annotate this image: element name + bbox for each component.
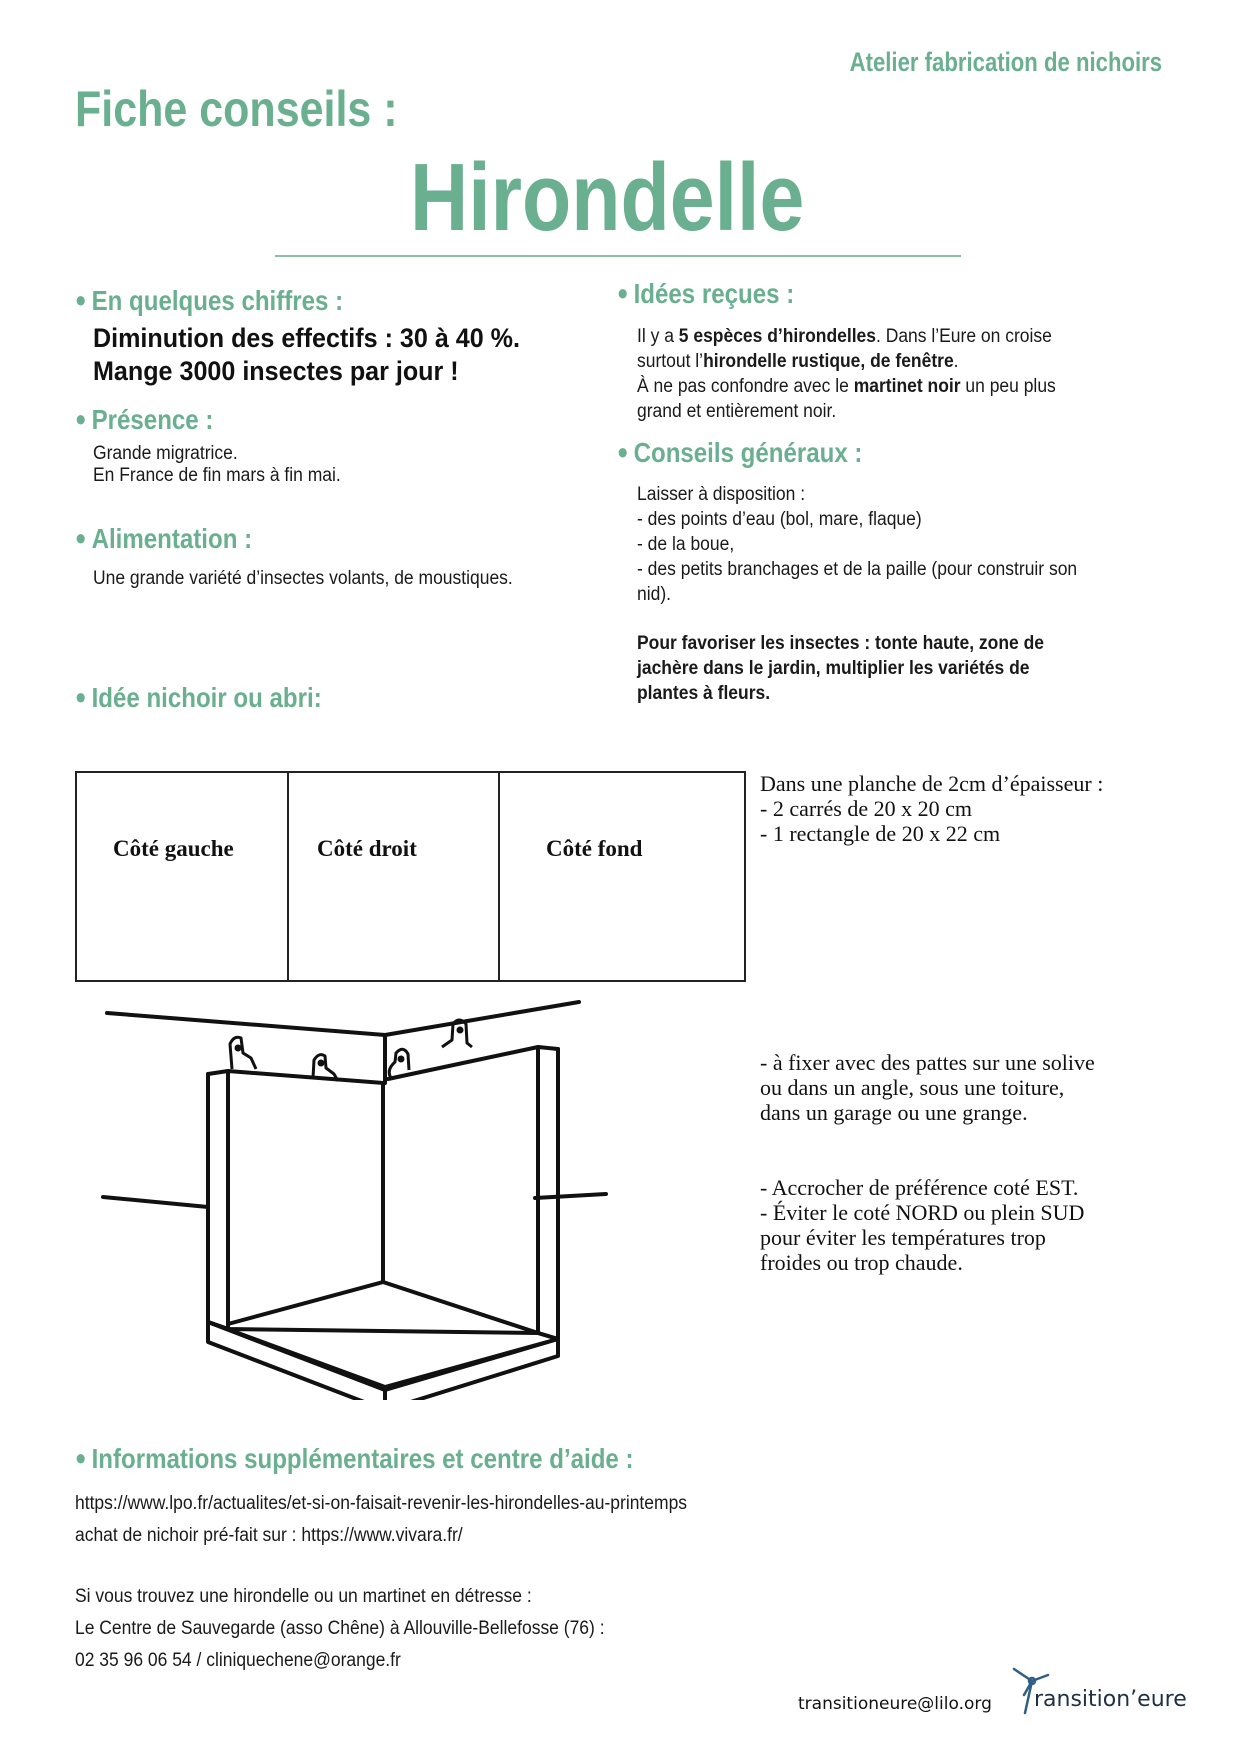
info-links <box>75 1488 687 1552</box>
footer-email[interactable]: transitioneure@lilo.org <box>798 1694 992 1714</box>
orientation-notes <box>760 1175 1084 1275</box>
section-heading-advice <box>617 437 862 469</box>
logo-text: ransition’eure <box>1034 1687 1187 1712</box>
section-heading-figures <box>75 285 343 317</box>
rescue-contact[interactable]: 02 35 96 06 54 / cliniquechene@orange.fr <box>75 1650 401 1671</box>
section-heading-food <box>75 523 252 555</box>
myths-text <box>637 324 1056 424</box>
wall-line-left <box>103 1197 208 1207</box>
left-panel-top <box>208 1071 383 1083</box>
fixing-notes <box>760 1050 1095 1125</box>
orientation-note-line: - Accrocher de préférence coté EST. <box>760 1175 1079 1200</box>
ceiling-line-right <box>385 1002 579 1035</box>
cutting-plan <box>75 771 746 982</box>
figures-line: Diminution des effectifs : 30 à 40 %. <box>93 323 520 353</box>
heading-text: Idées reçues : <box>633 278 795 309</box>
figures-text <box>93 322 520 388</box>
section-heading-presence <box>75 404 213 436</box>
right-panel-top <box>388 1047 558 1079</box>
heading-text: Présence : <box>91 404 214 435</box>
ceiling-line-left <box>107 1013 385 1035</box>
title-underline <box>275 255 961 257</box>
myths-line: Il y a 5 espèces d’hirondelles. Dans l’Eure on croise <box>637 326 1052 347</box>
fixing-note-line: ou dans un angle, sous une toiture, <box>760 1075 1065 1100</box>
heading-text: Conseils généraux : <box>633 437 863 468</box>
figures-line: Mange 3000 insectes par jour ! <box>93 356 459 386</box>
floor-back-right <box>383 1282 538 1333</box>
section-heading-nestbox <box>75 682 322 714</box>
floor-back-left <box>228 1282 383 1324</box>
fixing-note-line: dans un garage ou une grange. <box>760 1100 1028 1125</box>
rescue-info <box>75 1581 605 1677</box>
myths-line: À ne pas confondre avec le martinet noir un peu plus <box>637 376 1056 397</box>
heading-text: Alimentation : <box>91 523 253 554</box>
panel-label: Côté fond <box>546 836 643 861</box>
cut-note-line: - 1 rectangle de 20 x 22 cm <box>760 821 1001 846</box>
left-panel-outline <box>208 1071 228 1329</box>
myths-line: surtout l’hirondelle rustique, de fenêtre. <box>637 351 959 372</box>
section-heading-myths <box>617 278 794 310</box>
panel-left-side <box>75 771 289 982</box>
section-heading-info <box>75 1443 634 1475</box>
panel-right-side <box>287 771 500 982</box>
advice-text <box>637 482 1077 607</box>
nestbox-drawing <box>90 990 630 1400</box>
bullet-icon: ● <box>75 525 87 550</box>
bracket-hole <box>458 1028 462 1032</box>
panel-label: Côté droit <box>317 836 417 861</box>
floor-top <box>208 1322 558 1390</box>
orientation-note-line: froides ou trop chaude. <box>760 1250 963 1275</box>
advice-bold-line: jachère dans le jardin, multiplier les variétés de <box>637 658 1030 679</box>
advice-line: Laisser à disposition : <box>637 484 806 505</box>
bullet-icon: ● <box>75 684 87 709</box>
cut-note-line: Dans une planche de 2cm d’épaisseur : <box>760 771 1104 796</box>
bullet-icon: ● <box>617 439 629 464</box>
presence-line: En France de fin mars à fin mai. <box>93 465 341 486</box>
advice-bold-text <box>637 631 1044 706</box>
advice-line: - des petits branchages et de la paille (pour construir son <box>637 559 1078 580</box>
bullet-icon: ● <box>75 406 87 431</box>
bracket-hole <box>319 1061 323 1065</box>
advice-bold-line: plantes à fleurs. <box>637 683 771 704</box>
presence-line: Grande migratrice. <box>93 443 238 464</box>
rescue-line: Le Centre de Sauvegarde (asso Chêne) à Allouville-Bellefosse (76) : <box>75 1618 605 1639</box>
vivara-link[interactable]: achat de nichoir pré-fait sur : https://www.vivara.fr/ <box>75 1525 463 1546</box>
heading-text: Idée nichoir ou abri: <box>91 682 322 713</box>
page-subtitle: Fiche conseils : <box>75 81 398 137</box>
cut-note-line: - 2 carrés de 20 x 20 cm <box>760 796 972 821</box>
advice-line: - des points d’eau (bol, mare, flaque) <box>637 509 922 530</box>
heading-text: Informations supplémentaires et centre d’aide : <box>91 1443 634 1474</box>
food-line: Une grande variété d’insectes volants, de moustiques. <box>93 568 513 589</box>
cut-notes <box>760 771 1103 846</box>
panel-back-side <box>498 771 746 982</box>
bullet-icon: ● <box>75 287 87 312</box>
advice-bold-line: Pour favoriser les insectes : tonte haute, zone de <box>637 633 1045 654</box>
rescue-line: Si vous trouvez une hirondelle ou un martinet en détresse : <box>75 1586 532 1607</box>
orientation-note-line: - Éviter le coté NORD ou plein SUD <box>760 1200 1085 1225</box>
lpo-link[interactable]: https://www.lpo.fr/actualites/et-si-on-faisait-revenir-les-hirondelles-au-printemps <box>75 1493 688 1514</box>
page-title: Hirondelle <box>410 144 805 251</box>
advice-line: - de la boue, <box>637 534 735 555</box>
bullet-icon: ● <box>75 1445 87 1470</box>
presence-text <box>93 443 341 487</box>
wall-line-right <box>535 1194 606 1198</box>
workshop-label: Atelier fabrication de nichoirs <box>849 47 1162 77</box>
orientation-note-line: pour éviter les températures trop <box>760 1225 1046 1250</box>
heading-text: En quelques chiffres : <box>91 285 344 316</box>
bullet-icon: ● <box>617 280 629 305</box>
footer-logo <box>1010 1665 1190 1715</box>
advice-line: nid). <box>637 584 672 605</box>
bracket-hole <box>236 1046 240 1050</box>
panel-label: Côté gauche <box>113 836 234 861</box>
bracket-hole <box>399 1057 403 1061</box>
bracket-icon <box>230 1037 256 1069</box>
myths-line: grand et entièrement noir. <box>637 401 837 422</box>
food-text <box>93 566 513 591</box>
fixing-note-line: - à fixer avec des pattes sur une solive <box>760 1050 1095 1075</box>
right-panel-outline <box>538 1047 558 1339</box>
